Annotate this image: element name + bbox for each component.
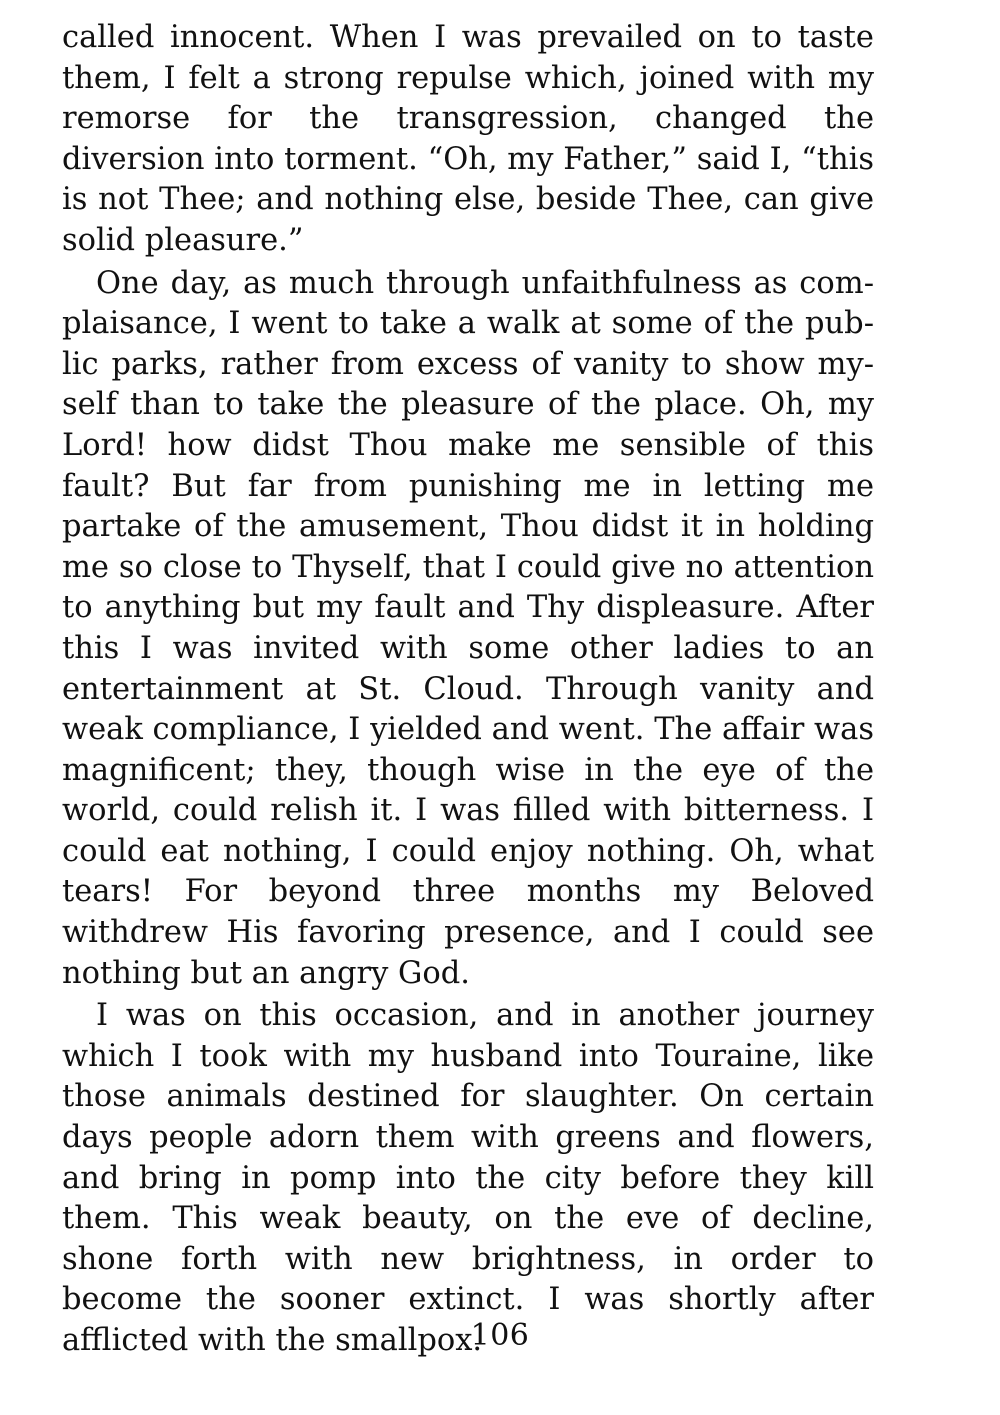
page-number: 106	[470, 1318, 530, 1353]
paragraph-3: I was on this occasion, and in another journey which I took with my husband into Touraine, like those animals destined for slaughter. On certain days people adorn them with greens and flowers, and bring in pomp into the city before they kill them. This weak beauty, on the eve of decline, shone forth with new brightness, in order to become the sooner extinct. I was shortly after afflicted with the smallpox.	[62, 998, 874, 1358]
body-text	[62, 18, 874, 1362]
paragraph-1: called innocent. When I was prevailed on to taste them, I felt a strong repulse which, joined with my remorse for the transgression, changed the diversion into torment. “Oh, my Father,” said I, “this is not Thee; and nothing else, beside Thee, can give solid pleasure.”	[62, 20, 874, 258]
paragraph-2: One day, as much through unfaithfulness as complaisance, I went to take a walk at some of the public parks, rather from excess of vanity to show myself than to take the pleasure of the place. Oh, my Lord! how didst Thou make me sensible of this fault? But far from punishing me in letting me partake of the amusement, Thou didst it in holding me so close to Thyself, that I could give no attention to anything but my fault and Thy displeasure. After this I was invited with some other ladies to an entertainment at St. Cloud. Through vanity and weak compliance, I yielded and went. The affair was magnificent; they, though wise in the eye of the world, could relish it. I was filled with bitterness. I could eat nothing, I could enjoy nothing. Oh, what tears! For beyond three months my Beloved withdrew His favoring presence, and I could see nothing but an angry God.	[62, 265, 874, 991]
